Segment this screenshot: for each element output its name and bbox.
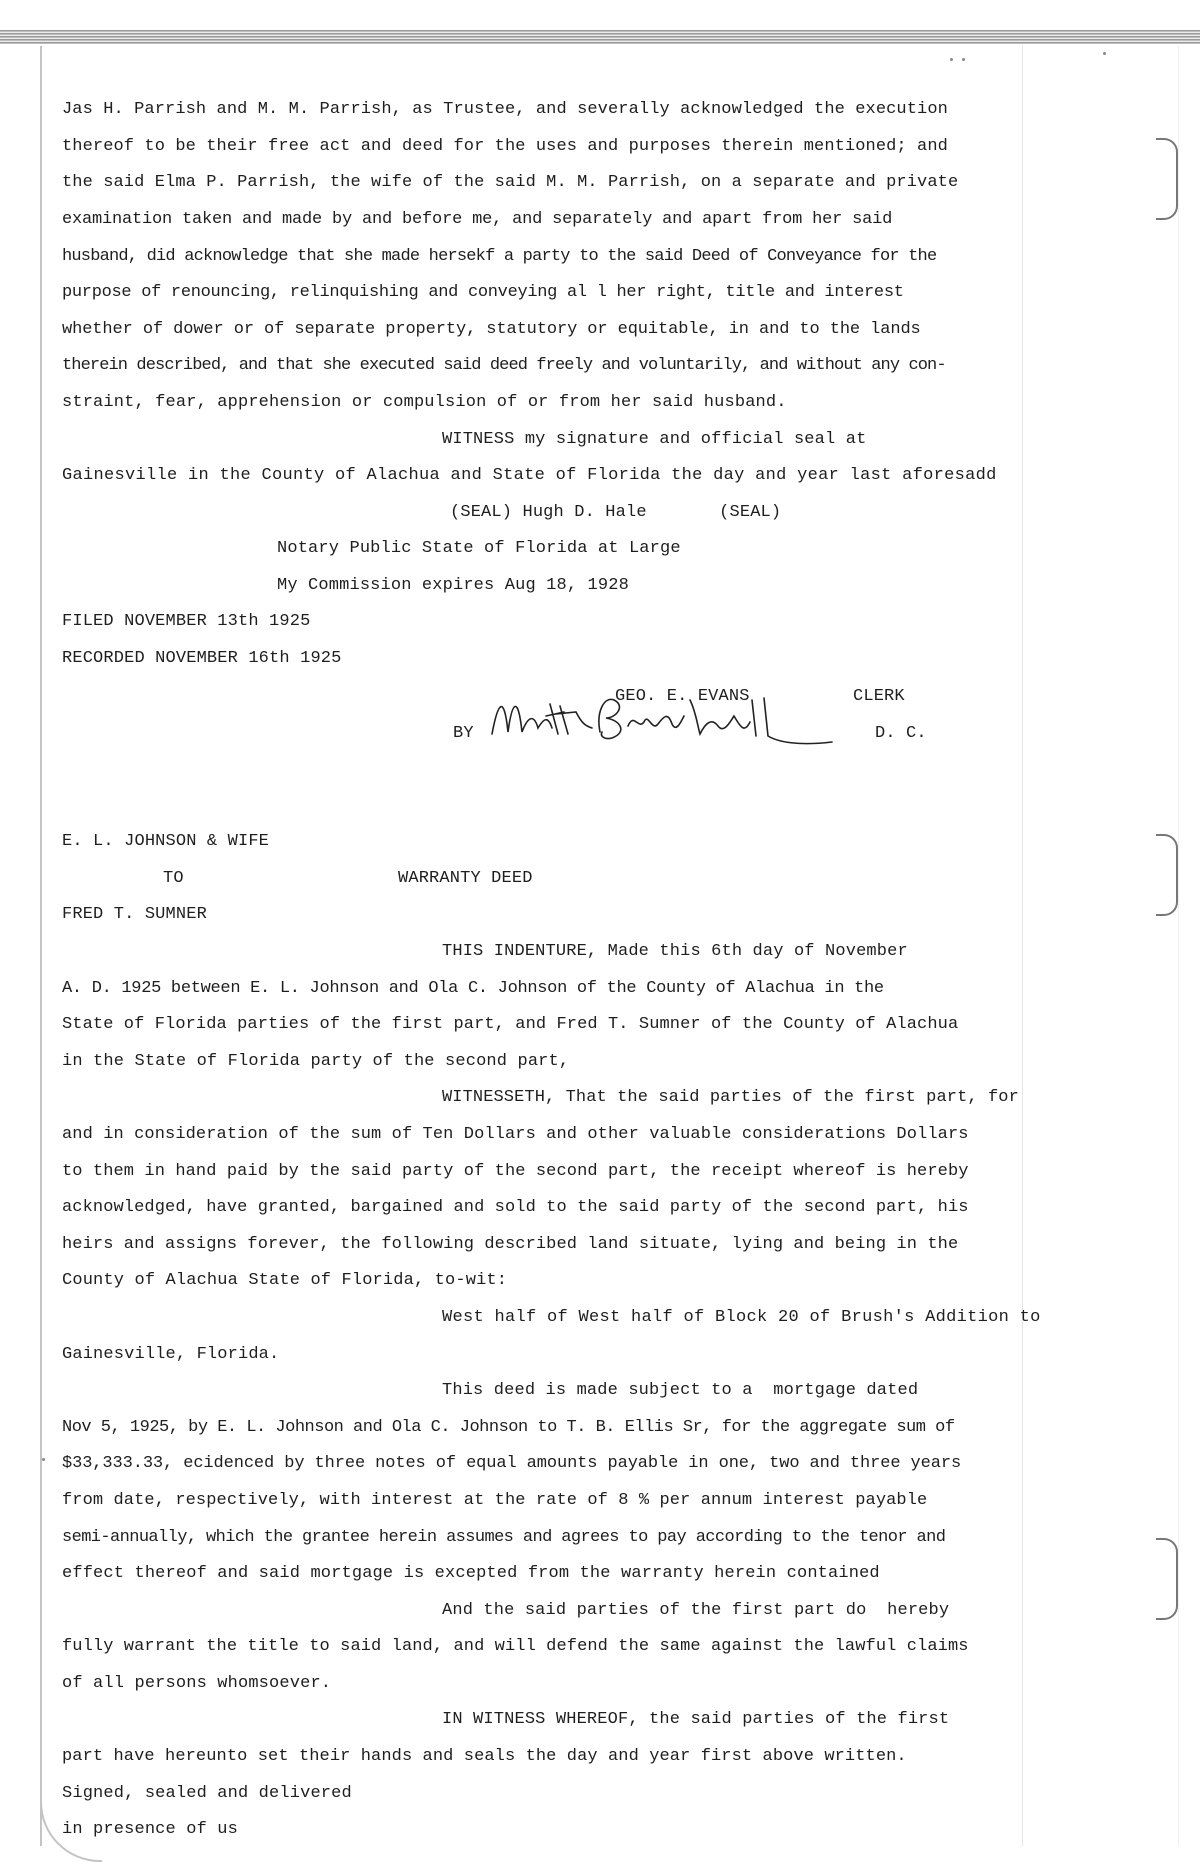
binder-hole-middle — [1156, 834, 1178, 916]
text-line: whether of dower or of separate property, statutory or equitable, in and to the lands — [62, 320, 921, 339]
text-line: WITNESS my signature and official seal at — [442, 430, 867, 449]
text-line: the said Elma P. Parrish, the wife of the said M. M. Parrish, on a separate and private — [62, 173, 959, 192]
signature-by: BY — [453, 724, 474, 743]
text-line: of all persons whomsoever. — [62, 1674, 332, 1693]
text-line: in the State of Florida party of the second part, — [62, 1052, 570, 1071]
text-line: fully warrant the title to said land, and will defend the same against the lawful claims — [62, 1637, 969, 1656]
deputy-clerk-title: D. C. — [875, 724, 927, 743]
text-line: Gainesville in the County of Alachua and State of Florida the day and year last aforesadd — [62, 466, 997, 485]
grantee-heading: FRED T. SUMNER — [62, 905, 207, 924]
deputy-clerk-signature — [488, 682, 840, 762]
grantor-heading: E. L. JOHNSON & WIFE — [62, 832, 270, 851]
page-left-edge — [40, 46, 42, 1846]
text-line: therein described, and that she executed said deed freely and voluntarily, and without any con- — [62, 356, 946, 375]
margin-rule — [1022, 46, 1023, 1846]
text-line: from date, respectively, with interest at the rate of 8 % per annum interest payable — [62, 1491, 928, 1510]
text-line: And the said parties of the first part do hereby — [442, 1601, 950, 1620]
text-line: State of Florida parties of the first part, and Fred T. Sumner of the County of Alachua — [62, 1015, 959, 1034]
text-line: effect thereof and said mortgage is excepted from the warranty herein contained — [62, 1564, 880, 1583]
binder-hole-bottom — [1156, 1538, 1178, 1620]
clerk-name: GEO. E. EVANS — [615, 687, 750, 706]
notary-seal-line: (SEAL) Hugh D. Hale (SEAL) — [450, 503, 782, 522]
legal-description: West half of West half of Block 20 of Brush's Addition to — [442, 1308, 1041, 1327]
text-line: Signed, sealed and delivered — [62, 1784, 352, 1803]
binder-hole-top — [1156, 138, 1178, 220]
text-line: THIS INDENTURE, Made this 6th day of November — [442, 942, 908, 961]
text-line: semi-annually, which the grantee herein assumes and agrees to pay according to the tenor and — [62, 1528, 946, 1547]
text-line: part have hereunto set their hands and seals the day and year first above written. — [62, 1747, 907, 1766]
deed-title: WARRANTY DEED — [398, 869, 533, 888]
text-line: husband, did acknowledge that she made hersekf a party to the said Deed of Conveyance for the — [62, 247, 937, 266]
text-line: WITNESSETH, That the said parties of the first part, for — [442, 1088, 1019, 1107]
text-line: $33,333.33, ecidenced by three notes of equal amounts payable in one, two and three years — [62, 1454, 962, 1473]
text-line: thereof to be their free act and deed for the uses and purposes therein mentioned; and — [62, 137, 948, 156]
text-line: purpose of renouncing, relinquishing and conveying al l her right, title and interest — [62, 283, 904, 302]
recorded-date: RECORDED NOVEMBER 16th 1925 — [62, 649, 342, 668]
text-line: in presence of us — [62, 1820, 238, 1839]
page-speck — [1103, 52, 1106, 55]
text-line: examination taken and made by and before me, and separately and apart from her said — [62, 210, 893, 229]
page-speck — [962, 58, 965, 61]
page-top-edge — [0, 30, 1200, 44]
text-line: County of Alachua State of Florida, to-wit: — [62, 1271, 508, 1290]
notary-title: Notary Public State of Florida at Large — [277, 539, 681, 558]
clerk-title: CLERK — [853, 687, 905, 706]
page-speck — [950, 58, 953, 61]
text-line: acknowledged, have granted, bargained and sold to the said party of the second part, his — [62, 1198, 969, 1217]
text-line: to them in hand paid by the said party of the second part, the receipt whereof is hereby — [62, 1162, 969, 1181]
text-line: IN WITNESS WHEREOF, the said parties of the first — [442, 1710, 950, 1729]
text-line: A. D. 1925 between E. L. Johnson and Ola C. Johnson of the County of Alachua in the — [62, 979, 884, 998]
text-line: heirs and assigns forever, the following described land situate, lying and being in the — [62, 1235, 959, 1254]
text-line: straint, fear, apprehension or compulsion of or from her said husband. — [62, 393, 787, 412]
filed-date: FILED NOVEMBER 13th 1925 — [62, 612, 311, 631]
heading-to: TO — [163, 869, 184, 888]
text-line: and in consideration of the sum of Ten Dollars and other valuable considerations Dollars — [62, 1125, 969, 1144]
text-line: Nov 5, 1925, by E. L. Johnson and Ola C. Johnson to T. B. Ellis Sr, for the aggregate sum of — [62, 1418, 955, 1437]
legal-description-cont: Gainesville, Florida. — [62, 1345, 280, 1364]
text-line: This deed is made subject to a mortgage dated — [442, 1381, 919, 1400]
text-line: Jas H. Parrish and M. M. Parrish, as Trustee, and severally acknowledged the execution — [62, 100, 948, 119]
notary-commission: My Commission expires Aug 18, 1928 — [277, 576, 629, 595]
page-speck — [42, 1458, 45, 1461]
margin-rule-outer — [1178, 46, 1179, 1846]
